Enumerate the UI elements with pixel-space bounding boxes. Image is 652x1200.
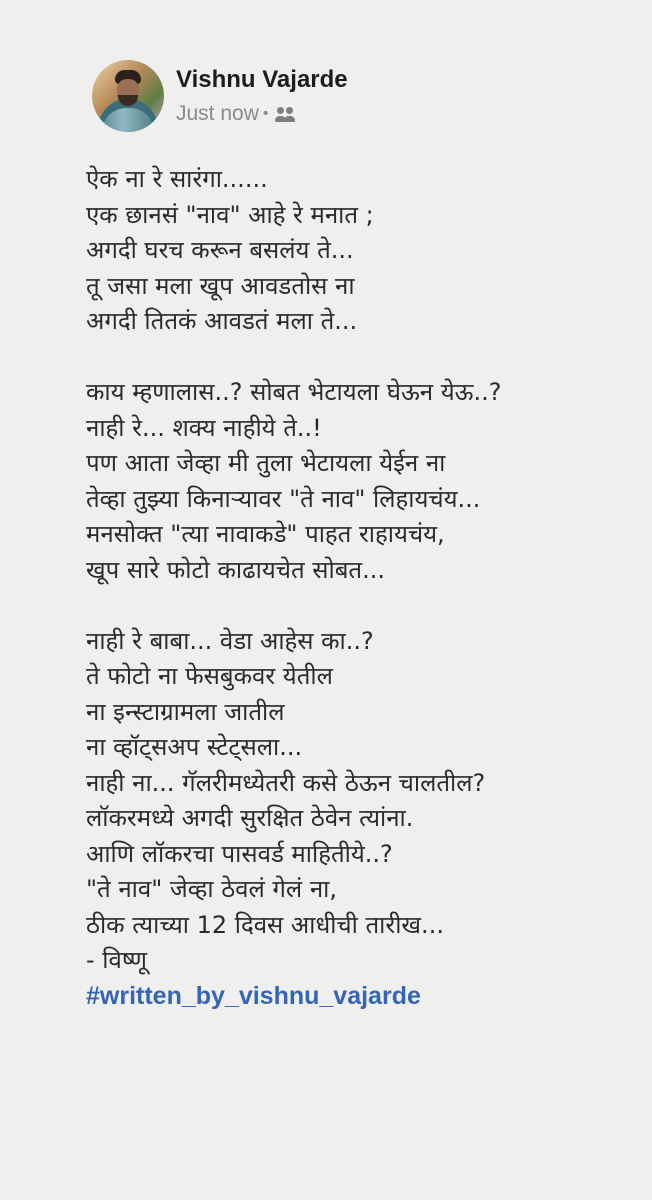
- text-line: तू जसा मला खूप आवडतोस ना: [86, 271, 355, 300]
- text-line: आणि लॉकरचा पासवर्ड माहितीये..?: [86, 839, 393, 868]
- text-line: नाही रे बाबा... वेडा आहेस का..?: [86, 626, 374, 655]
- text-line: ऐक ना रे सारंगा......: [86, 165, 268, 193]
- text-line: "ते नाव" जेव्हा ठेवलं गेलं ना,: [86, 875, 337, 903]
- text-line: लॉकरमध्ये अगदी सुरक्षित ठेवेन त्यांना.: [86, 804, 414, 832]
- avatar-shirt: [102, 108, 154, 132]
- post-subline: [176, 102, 348, 126]
- hashtag-link[interactable]: #written_by_vishnu_vajarde: [86, 981, 421, 1010]
- timestamp[interactable]: Just now: [176, 101, 259, 125]
- text-line: तेव्हा तुझ्या किनाऱ्यावर "ते नाव" लिहायचंय...: [86, 484, 481, 513]
- avatar-beard: [118, 95, 138, 106]
- post-text: [86, 162, 586, 1014]
- text-line: काय म्हणालास..? सोबत भेटायला घेऊन येऊ..?: [86, 378, 502, 406]
- stanza-break: [86, 588, 586, 624]
- text-line: ठीक त्याच्या 12 दिवस आधीची तारीख...: [86, 910, 444, 939]
- text-line: अगदी तितकं आवडतं मला ते...: [86, 307, 358, 335]
- friends-icon[interactable]: [274, 106, 296, 122]
- text-line: पण आता जेव्हा मी तुला भेटायला येईन ना: [86, 449, 446, 477]
- text-line: ना इन्स्टाग्रामला जातील: [86, 697, 285, 726]
- text-line: ना व्हॉट्सअप स्टेट्सला...: [86, 733, 303, 761]
- post-header: [92, 56, 348, 136]
- text-line: अगदी घरच करून बसलंय ते...: [86, 236, 354, 264]
- separator-dot: •: [262, 104, 269, 122]
- text-line: नाही रे... शक्य नाहीये ते..!: [86, 413, 322, 442]
- avatar[interactable]: [92, 60, 164, 132]
- text-line: ते फोटो ना फेसबुकवर येतील: [86, 662, 333, 690]
- text-line: - विष्णू: [86, 946, 147, 974]
- text-line: खूप सारे फोटो काढायचेत सोबत...: [86, 555, 385, 584]
- text-line: नाही ना... गॅलरीमध्येतरी कसे ठेऊन चालतील?: [86, 768, 486, 797]
- text-line: एक छानसं "नाव" आहे रे मनात ;: [86, 200, 374, 229]
- stanza-break: [86, 340, 586, 376]
- author-name[interactable]: Vishnu Vajarde: [176, 65, 348, 93]
- post-meta: [176, 67, 348, 126]
- text-line: मनसोक्त "त्या नावाकडे" पाहत राहायचंय,: [86, 520, 445, 548]
